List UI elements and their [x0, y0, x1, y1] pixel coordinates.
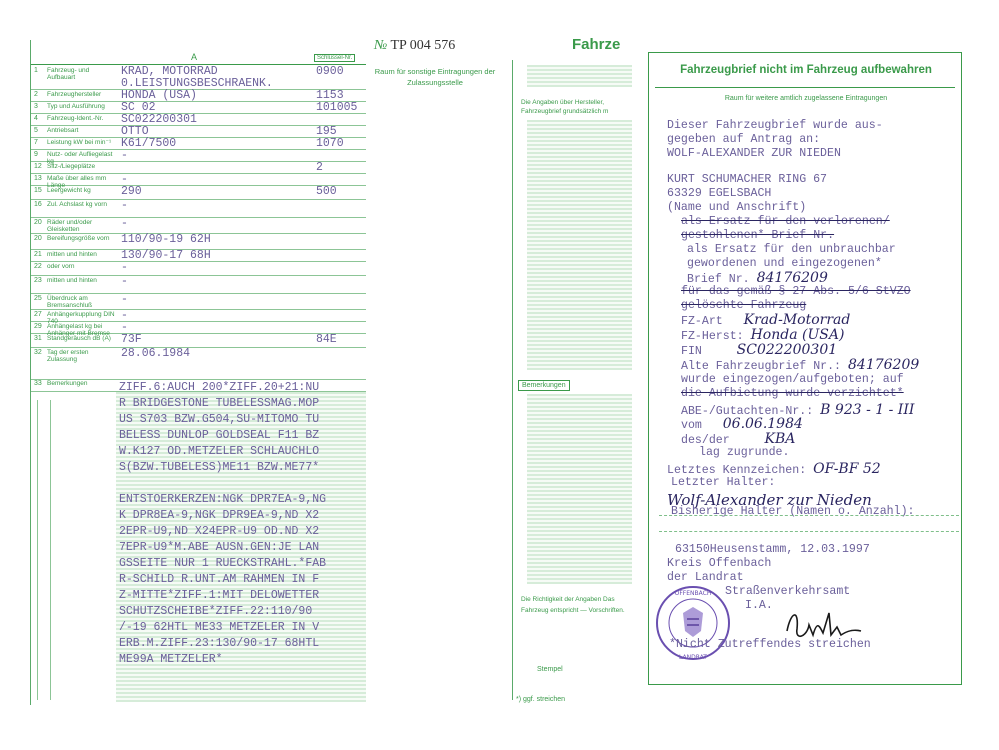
form-row: [31, 200, 366, 218]
row-value: OTTO: [121, 125, 149, 138]
withdrawn-text: gewordenen und eingezogenen*: [687, 257, 882, 270]
row-code: 0900: [316, 65, 344, 78]
row-label: Antriebsart: [47, 127, 79, 134]
remark-line: ENTSTOERKERZEN:NGK DPR7EA-9,NG: [119, 493, 327, 506]
row-label: Überdruck am Bremsanschluß: [47, 295, 93, 309]
row-value: 290: [121, 185, 142, 198]
row-label: Nutz- oder Aufliegelast kg: [47, 151, 113, 165]
row-label: Maße über alles mm Länge: [47, 175, 107, 189]
row-label: Bereifungsgröße vorn: [47, 235, 110, 242]
on-behalf: I.A.: [745, 599, 773, 612]
row-label: Leergewicht kg: [47, 187, 91, 194]
form-row: [31, 309, 366, 325]
remark-line: 2EPR-U9,ND X24EPR-U9 OD.ND X2: [119, 525, 320, 538]
row-code: 84E: [316, 333, 337, 346]
row-number: 32: [34, 349, 42, 356]
manufacturer-note: Die Angaben über Hersteller, Fahrzeugbrief grundsätzlich m: [521, 99, 609, 115]
row-number: 2: [34, 91, 38, 98]
form-row: [31, 234, 366, 250]
form-row: [31, 218, 366, 234]
row-label: Fahrzeug-Ident.-Nr.: [47, 115, 104, 122]
middle-remarks-label: Bemerkungen: [518, 380, 570, 391]
traffic-office: Straßenverkehrsamt: [725, 585, 851, 598]
row-code: 500: [316, 185, 337, 198]
row-number: 13: [34, 175, 42, 182]
row-value: SC 02: [121, 101, 156, 114]
abe-date-line: vom 06.06.1984: [681, 416, 803, 432]
fin-line: FIN SC022200301: [681, 342, 838, 358]
unusable-replacement-text: als Ersatz für den unbrauchbar: [687, 243, 896, 256]
form-row: [31, 262, 366, 276]
row-value: -: [121, 293, 128, 306]
row-code: 1153: [316, 89, 344, 102]
remark-line: GSSEITE NUR 1 RUECKSTRAHL.*FAB: [119, 557, 327, 570]
form-row: [31, 186, 366, 200]
document-number: № TP 004 576: [374, 38, 456, 53]
last-owner-label: Letzter Halter:: [671, 476, 776, 489]
row-value: K61/7500: [121, 137, 177, 150]
last-plate-line: Letztes Kennzeichen: OF-BF 52: [667, 461, 881, 477]
row-value: -: [121, 309, 128, 322]
row-number: 20: [34, 235, 42, 242]
row-label: Fahrzeughersteller: [47, 91, 102, 98]
issue-text-2: gegeben auf Antrag an:: [667, 133, 821, 146]
remark-line: ZIFF.6:AUCH 200*ZIFF.20+21:NU: [119, 381, 320, 394]
stolen-brief-text: gestohlenen* Brief Nr.: [681, 229, 835, 242]
row-value: 73F: [121, 333, 142, 346]
row-label: Räder und/oder Gleisketten: [47, 219, 93, 233]
previous-owners-label: Bisherige Halter (Namen o. Anzahl):: [671, 505, 915, 518]
stamp-label: Stempel: [537, 666, 563, 673]
row-code: 2: [316, 161, 323, 174]
form-row: [31, 66, 366, 90]
side-notes: [37, 400, 51, 700]
place-date: 63150Heusenstamm, 12.03.1997: [675, 543, 870, 556]
row-number: 25: [34, 295, 42, 302]
lost-replacement-text: als Ersatz für den verlorenen/: [681, 215, 890, 228]
row-value: 110/90-19 62H: [121, 233, 211, 246]
row-value: -: [121, 275, 128, 288]
remark-line: SCHUTZSCHEIBE*ZIFF.22:110/90: [119, 605, 313, 618]
row-value: -: [121, 261, 128, 274]
remarks-label: Bemerkungen: [47, 380, 88, 387]
remark-line: W.K127 OD.METZELER SCHLAUCHLO: [119, 445, 320, 458]
form-row: [31, 294, 366, 310]
row-value: 130/90-17 68H: [121, 249, 211, 262]
applicant-name: WOLF-ALEXANDER ZUR NIEDEN: [667, 147, 841, 160]
form-row: [31, 276, 366, 294]
deleted-vehicle-text-2: gelöschte Fahrzeug: [681, 299, 807, 312]
remark-line: US S703 BZW.G504,SU-MITOMO TU: [119, 413, 320, 426]
deleted-vehicle-text: für das gemäß § 27 Abs. 5/6 StVZO: [681, 285, 911, 298]
applicant-city: 63329 EGELSBACH: [667, 187, 772, 200]
abe-line: ABE-/Gutachten-Nr.: B 923 - 1 - III: [681, 402, 915, 418]
row-label: mitten und hinten: [47, 251, 97, 258]
form-title-fragment: Fahrze: [572, 36, 621, 53]
correctness-note: Die Richtigkeit der Angaben Das Fahrzeug entspricht — Vorschriften.: [521, 596, 625, 614]
row-number: 16: [34, 201, 42, 208]
authority-line: des/der KBA: [681, 431, 796, 447]
remark-line: 7EPR-U9*M.ABE AUSN.GEN:JE LAN: [119, 541, 320, 554]
row-value: -: [121, 199, 128, 212]
row-value: -: [121, 321, 128, 334]
manufacturer-line: FZ-Herst: Honda (USA): [681, 327, 845, 343]
row-number: 31: [34, 335, 42, 342]
row-label: Leistung kW bei min⁻¹: [47, 139, 112, 146]
old-brief-line: Brief Nr. 84176209: [687, 270, 828, 286]
form-row: [31, 334, 366, 348]
form-row: [31, 138, 366, 150]
row-label: Typ und Ausführung: [47, 103, 105, 110]
row-code: 195: [316, 125, 337, 138]
vehicle-type-line: FZ-Art Krad-Motorrad: [681, 312, 851, 328]
remark-line: K DPR8EA-9,NGK DPR9EA-9,ND X2: [119, 509, 320, 522]
row-value: 28.06.1984: [121, 347, 191, 360]
row-number: 1: [34, 67, 38, 74]
row-number: 20: [34, 219, 42, 226]
form-row: [31, 102, 366, 114]
remark-line: BELESS DUNLOP GOLDSEAL F11 BZ: [119, 429, 320, 442]
row-number: 27: [34, 311, 42, 318]
old-brief-number-line: Alte Fahrzeugbrief Nr.: 84176209: [681, 357, 920, 373]
issue-text-1: Dieser Fahrzeugbrief wurde aus-: [667, 119, 883, 132]
row-number: 21: [34, 251, 42, 258]
row-number: 15: [34, 187, 42, 194]
basis-text: lag zugrunde.: [699, 446, 790, 459]
row-label: Tag der ersten Zulassung: [47, 349, 89, 363]
row-number: 29: [34, 323, 42, 330]
key-number-label: Schlüssel-Nr.: [314, 54, 355, 62]
row-number: 5: [34, 127, 38, 134]
vehicle-data-form: [30, 40, 365, 705]
row-number: 3: [34, 103, 38, 110]
remark-line: Z-MITTE*ZIFF.1:MIT DELOWETTER: [119, 589, 320, 602]
waived-text: die Aufbietung wurde verzichtet*: [681, 387, 904, 400]
district-administrator: der Landrat: [667, 571, 744, 584]
footnote: *) ggf. streichen: [516, 696, 566, 703]
panel-subheader: Raum für weitere amtlich zugelassene Eintragungen: [724, 95, 888, 102]
row-value-2: 0.LEISTUNGSBESCHRAENK.: [121, 77, 273, 90]
official-seal-icon: [653, 583, 733, 663]
row-label: Sitz-/Liegeplätze: [47, 163, 96, 170]
strike-through-note: *Nicht Zutreffendes streichen: [669, 638, 871, 651]
row-code: 101005: [316, 101, 358, 114]
applicant-street: KURT SCHUMACHER RING 67: [667, 173, 828, 186]
row-label: Anhängelast kg bei Anhänger mit Bremse: [47, 323, 110, 337]
row-label: Fahrzeug- und Aufbauart: [47, 67, 90, 81]
row-label: Zul. Achslast kg vorn: [47, 201, 107, 208]
registration-office-note: Raum für sonstige Eintragungen der Zulassungsstelle: [374, 67, 496, 87]
row-label: oder vorn: [47, 263, 75, 270]
district: Kreis Offenbach: [667, 557, 772, 570]
row-number: 7: [34, 139, 38, 146]
row-number: 12: [34, 163, 42, 170]
name-address-caption: (Name und Anschrift): [667, 201, 807, 214]
row-number: 9: [34, 151, 38, 158]
form-row: [31, 348, 366, 380]
row-value: -: [121, 217, 128, 230]
svg-text:LANDRAT: LANDRAT: [679, 654, 707, 661]
row-code: 1070: [316, 137, 344, 150]
row-value: KRAD, MOTORRAD: [121, 65, 218, 78]
remark-line: ERB.M.ZIFF.23:130/90-17 68HTL: [119, 637, 320, 650]
row-number: 22: [34, 263, 42, 270]
row-number: 4: [34, 115, 38, 122]
row-value: SC022200301: [121, 113, 197, 126]
last-owner-value: Wolf-Alexander zur Nieden: [667, 491, 872, 509]
remark-line: R-SCHILD R.UNT.AM RAHMEN IN F: [119, 573, 320, 586]
remark-line: ME99A METZELER*: [119, 653, 223, 666]
svg-text:OFFENBACH: OFFENBACH: [674, 590, 712, 597]
remark-line: /-19 62HTL ME33 METZELER IN V: [119, 621, 320, 634]
row-number: 23: [34, 277, 42, 284]
middle-form-page: [512, 60, 632, 703]
column-header: A: [191, 52, 198, 62]
row-value: -: [121, 173, 128, 186]
remark-line: R BRIDGESTONE TUBELESSMAG.MOP: [119, 397, 320, 410]
row-label: Anhängerkupplung DIN 740: [47, 311, 115, 325]
row-value: -: [121, 149, 128, 162]
row-value: HONDA (USA): [121, 89, 197, 102]
remark-line: S(BZW.TUBELESS)ME11 BZW.ME77*: [119, 461, 320, 474]
row-label: mitten und hinten: [47, 277, 97, 284]
registration-certificate-panel: [648, 52, 962, 685]
panel-header: Fahrzeugbrief nicht im Fahrzeug aufbewahren: [680, 64, 932, 76]
remarks-header-row: 33 Bemerkungen: [31, 380, 366, 392]
row-label: Standgeräusch dB (A): [47, 335, 111, 342]
withdrawn-status-text: wurde eingezogen/aufgeboten; auf: [681, 373, 904, 386]
form-row: [31, 162, 366, 174]
form-row: [31, 250, 366, 262]
